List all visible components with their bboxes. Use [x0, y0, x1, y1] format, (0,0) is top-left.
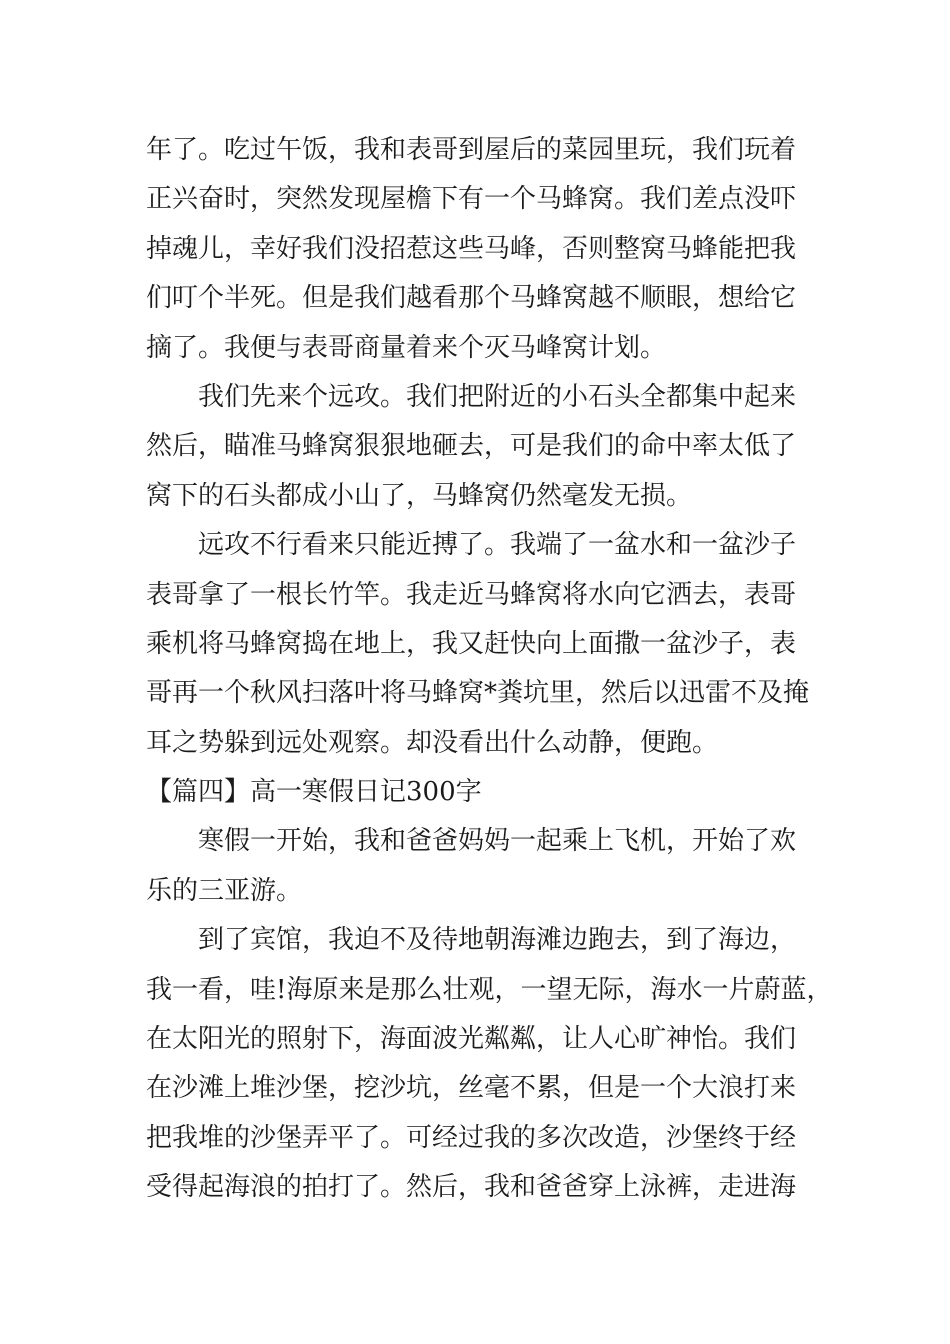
text-line: 们叮个半死。但是我们越看那个马蜂窝越不顺眼，想给它 [146, 283, 797, 314]
text-line: 哥再一个秋风扫落叶将马蜂窝*粪坑里，然后以迅雷不及掩 [146, 678, 810, 709]
text-line: 乘机将马蜂窝捣在地上，我又赶快向上面撒一盆沙子，表 [146, 628, 797, 659]
text-line: 乐的三亚游。 [146, 875, 303, 906]
text-line: 年了。吃过午饭，我和表哥到屋后的菜园里玩，我们玩着 [146, 135, 797, 165]
paragraph-start-line: 远攻不行看来只能近搏了。我端了一盆水和一盆沙子 [198, 530, 797, 561]
text-line: 表哥拿了一根长竹竿。我走近马蜂窝将水向它洒去，表哥 [146, 579, 797, 610]
text-line: 正兴奋时，突然发现屋檐下有一个马蜂窝。我们差点没吓 [146, 184, 797, 215]
text-line: 耳之势躲到远处观察。却没看出什么动静，便跑。 [146, 727, 719, 758]
paragraph-start-line: 到了宾馆，我迫不及待地朝海滩边跑去，到了海边， [198, 925, 797, 956]
body-text [146, 126, 833, 1213]
text-line: 受得起海浪的拍打了。然后，我和爸爸穿上泳裤，走进海 [146, 1172, 797, 1203]
text-line: 我一看，哇!海原来是那么壮观，一望无际，海水一片蔚蓝， [146, 974, 833, 1005]
text-line: 把我堆的沙堡弄平了。可经过我的多次改造，沙堡终于经 [146, 1122, 797, 1153]
text-line: 窝下的石头都成小山了，马蜂窝仍然毫发无损。 [146, 480, 693, 511]
text-line: 然后，瞄准马蜂窝狠狠地砸去，可是我们的命中率太低了 [146, 431, 797, 462]
paragraph-start-line: 寒假一开始，我和爸爸妈妈一起乘上飞机，开始了欢 [198, 826, 797, 857]
text-line: 摘了。我便与表哥商量着来个灭马峰窝计划。 [146, 332, 667, 363]
paragraph-start-line: 我们先来个远攻。我们把附近的小石头全都集中起来 [198, 381, 797, 412]
text-line: 掉魂儿，幸好我们没招惹这些马峰，否则整窝马蜂能把我 [146, 233, 797, 264]
text-line: 在沙滩上堆沙堡，挖沙坑，丝毫不累，但是一个大浪打来 [146, 1073, 797, 1104]
text-line: 在太阳光的照射下，海面波光粼粼，让人心旷神怡。我们 [146, 1024, 797, 1055]
section-heading: 【篇四】高一寒假日记300字 [146, 777, 482, 808]
